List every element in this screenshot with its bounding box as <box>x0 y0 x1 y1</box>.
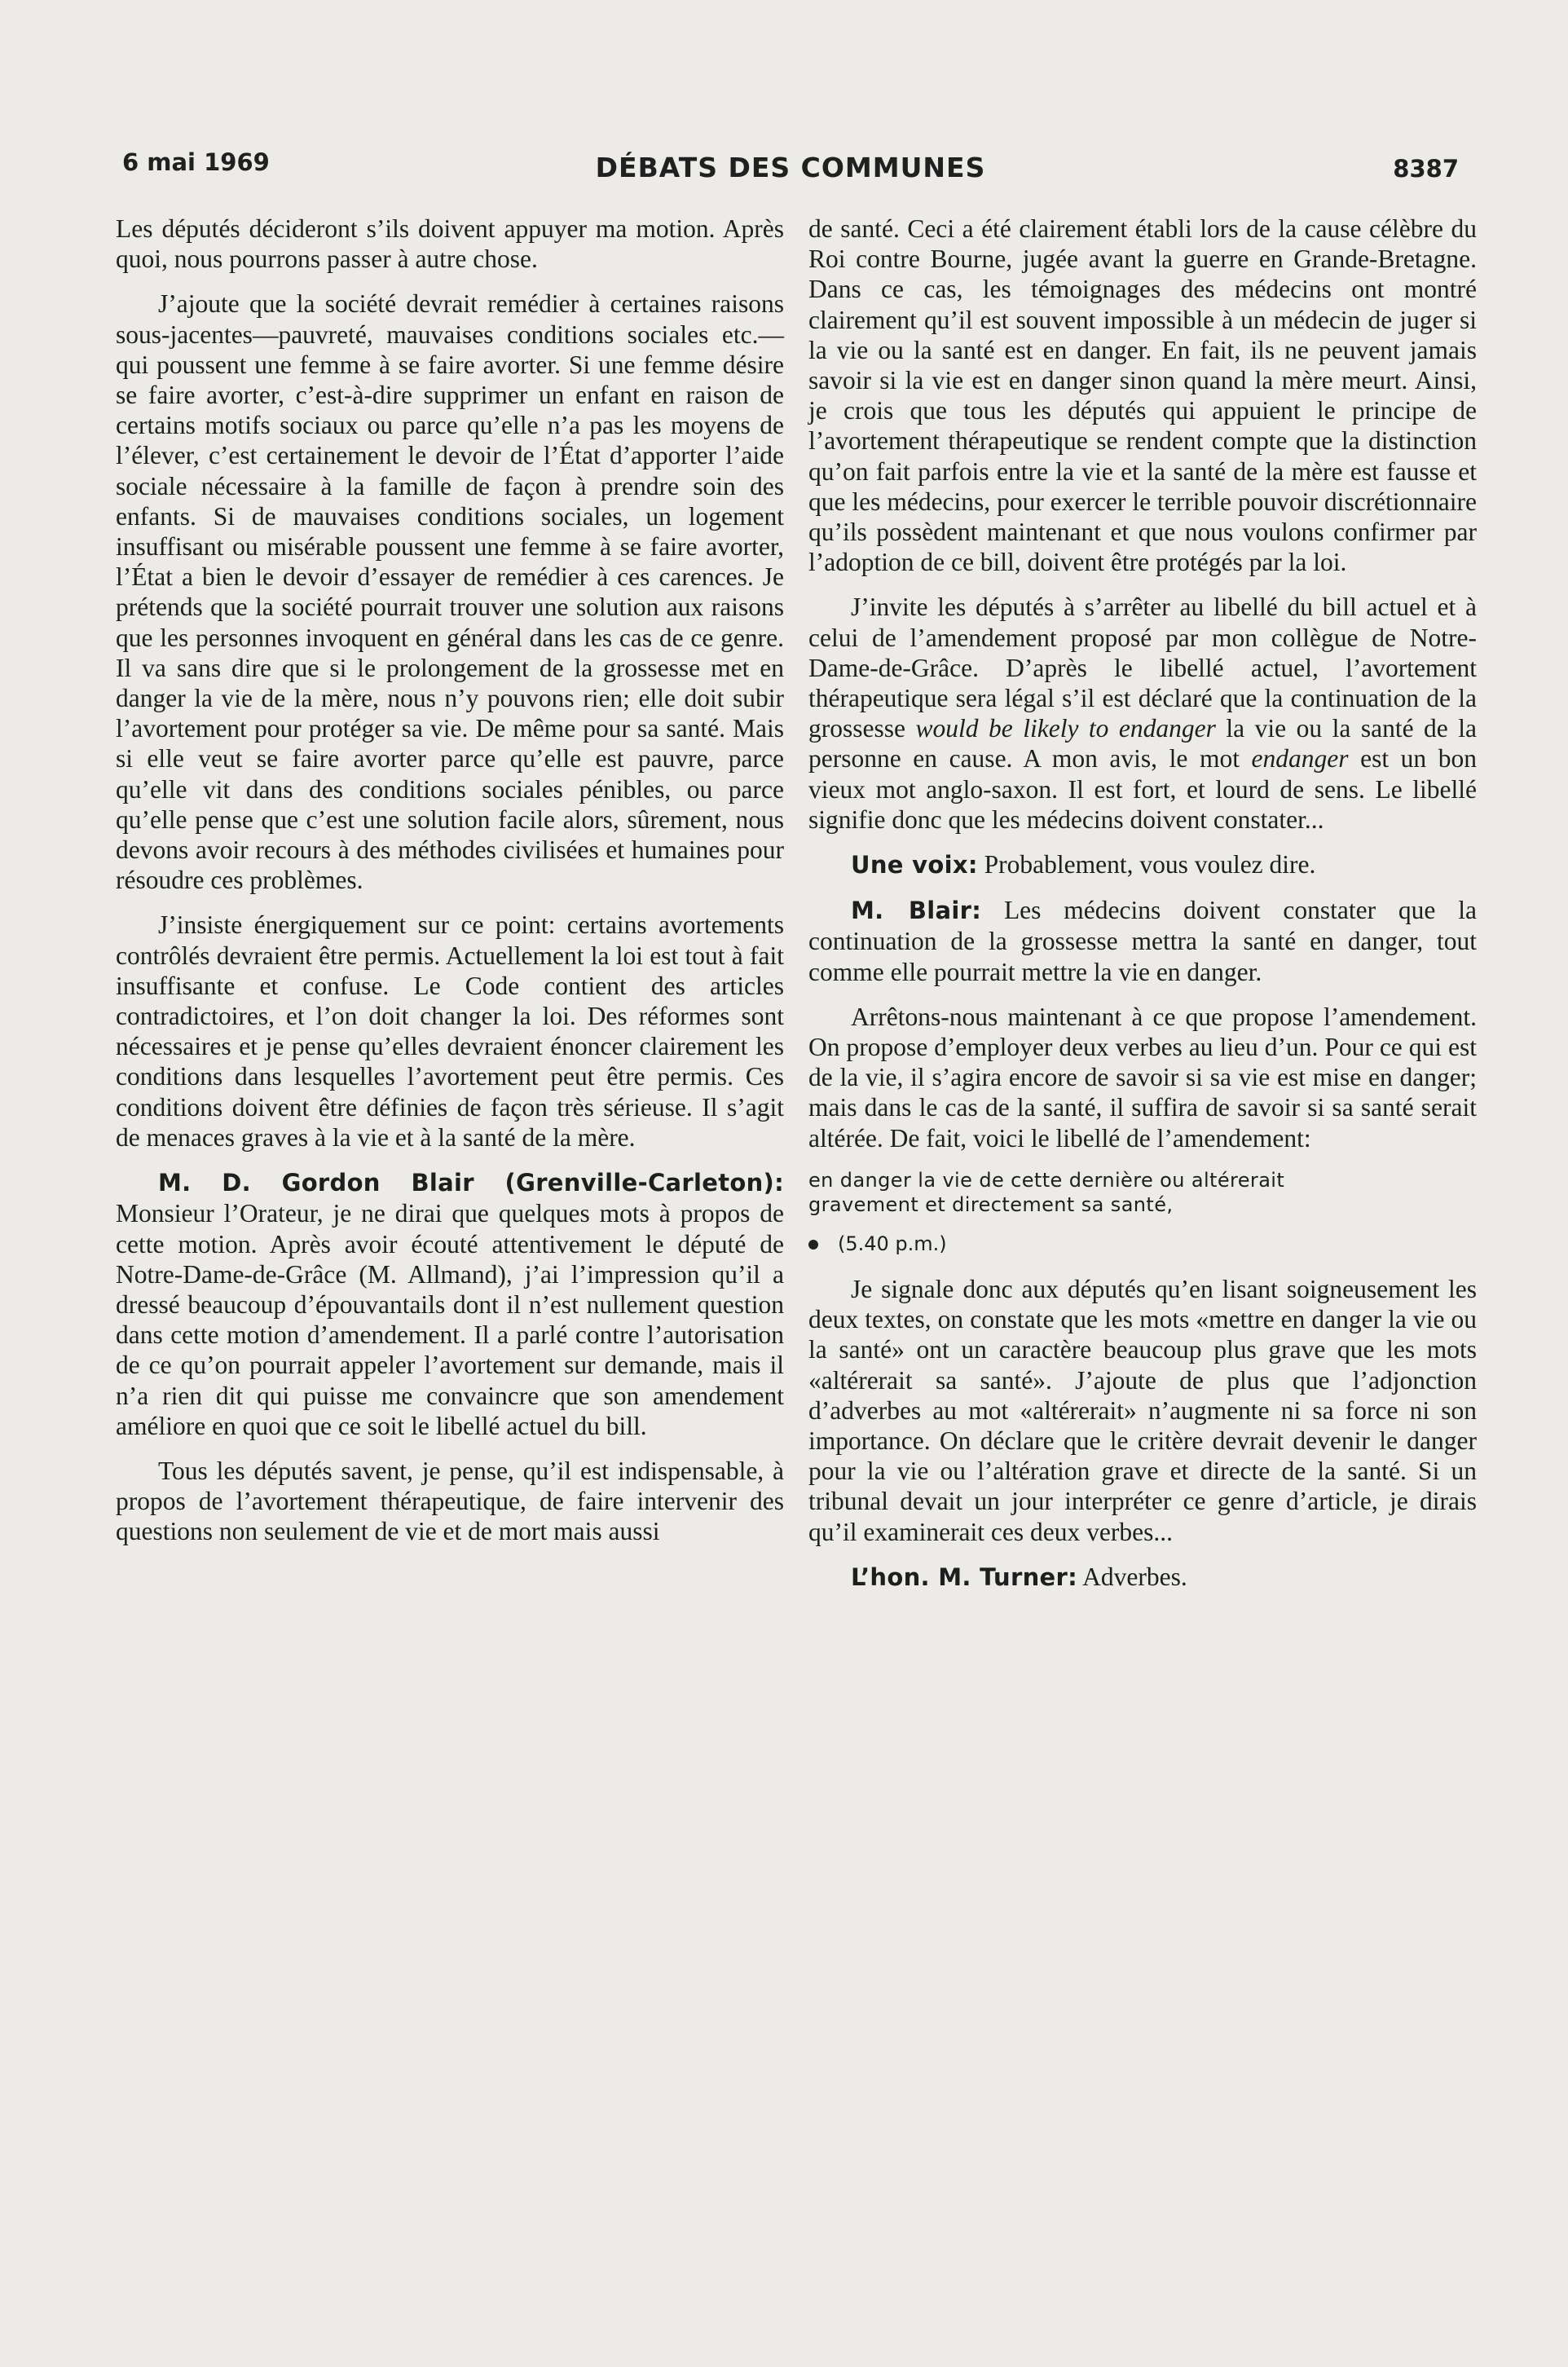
paragraph <box>808 592 1477 835</box>
speech-text: Monsieur l’Orateur, je ne dirai que quelques mots à propos de cette motion. Après avoir écouté attentivement le député de Notre-Dame-de-Grâce (M. Allmand), j’ai l’impression qu’il a dressé beaucoup d’épouvantails dont il n’est nullement question dans cette motion d’amendement. Il a parlé contre l’autorisation de ce qu’on pourrait appeler l’avortement sur demande, mais il n’a rien dit qui puisse me convaincre que son amendement améliore en quoi que ce soit le libellé actuel du bill. <box>116 1199 784 1440</box>
quote-line: gravement et directement sa santé, <box>808 1192 1174 1216</box>
left-column <box>116 214 784 1562</box>
paragraph: J’ajoute que la société devrait remédier à certaines raisons sous-jacentes—pauvreté, mauvaises conditions sociales etc.—qui poussent une femme à se faire avorter. Si une femme désire se faire avorter, c’est-à-dire supprimer un enfant en raison de certains motifs sociaux ou parce qu’elle n’a pas les moyens de l’élever, c’est certainement le devoir de l’État d’apporter l’aide sociale nécessaire à la famille de façon à prendre soin des enfants. Si de mauvaises conditions sociales, un logement insuffisant ou misérable poussent une femme à se faire avorter, l’État a bien le devoir d’essayer de remédier à ces carences. Je prétends que la société pourrait trouver une solution aux raisons que les personnes invoquent en général dans les cas de ce genre. Il va sans dire que si le prolongement de la grossesse met en danger la vie de la mère, nous n’y pouvons rien; elle doit subir l’avortement pour protéger sa vie. De même pour sa santé. Mais si elle veut se faire avorter parce qu’elle est pauvre, parce qu’elle vit dans des conditions sociales pénibles, ou parce qu’elle pense que c’est une solution facile alors, sûrement, nous devons avoir recours à des méthodes civilisées et humaines pour résoudre ces problèmes. <box>116 289 784 895</box>
speech-paragraph <box>808 849 1477 880</box>
right-column <box>808 214 1477 1607</box>
amendment-quote <box>808 1168 1477 1217</box>
speaker-name: L’hon. M. Turner: <box>851 1563 1077 1591</box>
bullet-icon <box>808 1240 818 1250</box>
speech-text: Probablement, vous voulez dire. <box>984 850 1316 879</box>
speech-paragraph <box>808 895 1477 987</box>
page-header <box>122 148 1459 189</box>
paragraph: de santé. Ceci a été clairement établi lors de la cause célèbre du Roi contre Bourne, jugée avant la guerre en Grande-Bretagne. Dans ce cas, les témoignages des médecins ont montré clairement qu’il est souvent impossible à un médecin de juger si la vie ou la santé est en danger. En fait, ils ne peuvent jamais savoir si la vie est en danger sinon quand la mère meurt. Ainsi, je crois que tous les députés qui appuient le principe de l’avortement thérapeutique se rendent compte que la distinction qu’on fait parfois entre la vie et la santé de la mère est fausse et que les médecins, pour exercer le terrible pouvoir discrétionnaire qu’ils possèdent maintenant et que nous voulons confirmer par l’adoption de ce bill, doivent être protégés par la loi. <box>808 214 1477 577</box>
speaker-name: Une voix: <box>851 851 978 879</box>
italic-phrase: would be likely to endanger <box>915 714 1216 743</box>
header-journal-title: DÉBATS DES COMMUNES <box>595 152 986 183</box>
paragraph: Je signale donc aux députés qu’en lisant soigneusement les deux textes, on constate que les mots «mettre en danger la vie ou la santé» ont un caractère beaucoup plus grave que les mots «altérerait sa santé». J’ajoute de plus que l’adjonction d’adverbes au mot «altérerait» n’augmente ni sa force ni son importance. On déclare que le critère devrait devenir le danger pour la vie ou l’altération grave et directe de la santé. Si un tribunal devait un jour interpréter ce genre d’article, je dirais qu’il examinerait ces deux verbes... <box>808 1274 1477 1546</box>
header-page-number: 8387 <box>1393 155 1459 183</box>
speaker-name: M. Blair: <box>851 897 982 925</box>
speech-text: Les médecins doivent constater que la continuation de la grossesse mettra la santé en danger, tout comme elle pourrait mettre la vie en danger. <box>808 896 1477 986</box>
paragraph: Arrêtons-nous maintenant à ce que propose l’amendement. On propose d’employer deux verbes au lieu d’un. Pour ce qui est de la vie, il s’agira encore de savoir si sa vie est mise en danger; mais dans le cas de la santé, il suffira de savoir si sa santé serait altérée. De fait, voici le libellé de l’amendement: <box>808 1002 1477 1153</box>
speech-text: Adverbes. <box>1082 1562 1187 1591</box>
text-run: est un bon vieux mot anglo-saxon. Il est fort, et lourd de sens. Le libellé signifie donc que les médecins doivent constater... <box>808 744 1477 834</box>
header-date: 6 mai 1969 <box>122 148 270 176</box>
paragraph: Tous les députés savent, je pense, qu’il est indispensable, à propos de l’avortement thérapeutique, de faire intervenir des questions non seulement de vie et de mort mais aussi <box>116 1456 784 1546</box>
text-run: la vie ou la santé de la personne en cause. A mon avis, le mot <box>808 714 1478 774</box>
time-note: (5.40 p.m.) <box>838 1232 947 1255</box>
time-marker <box>808 1232 1477 1256</box>
italic-phrase: endanger <box>1251 744 1349 774</box>
speaker-name: M. D. Gordon Blair (Grenville-Carleton): <box>158 1169 784 1197</box>
paragraph: J’insiste énergiquement sur ce point: certains avortements contrôlés devraient être permis. Actuellement la loi est tout à fait insuffisante et confuse. Le Code contient des articles contradictoires, et l’on doit changer la loi. Des réformes sont nécessaires et je pense qu’elles devraient énoncer clairement les conditions dans lesquelles l’avortement peut être permis. Ces conditions doivent être définies de façon très sérieuse. Il s’agit de menaces graves à la vie et à la santé de la mère. <box>116 910 784 1152</box>
text-run: J’invite les députés à s’arrêter au libellé du bill actuel et à celui de l’amendement proposé par mon collègue de Notre-Dame-de-Grâce. D’après le libellé actuel, l’avortement thérapeutique sera légal s’il est déclaré que la continuation de la grossesse <box>808 593 1477 743</box>
speech-paragraph <box>808 1562 1477 1593</box>
paragraph: Les députés décideront s’ils doivent appuyer ma motion. Après quoi, nous pourrons passer à autre chose. <box>116 214 784 274</box>
quote-line: en danger la vie de cette dernière ou altérerait <box>808 1168 1285 1192</box>
speech-paragraph <box>116 1167 784 1441</box>
